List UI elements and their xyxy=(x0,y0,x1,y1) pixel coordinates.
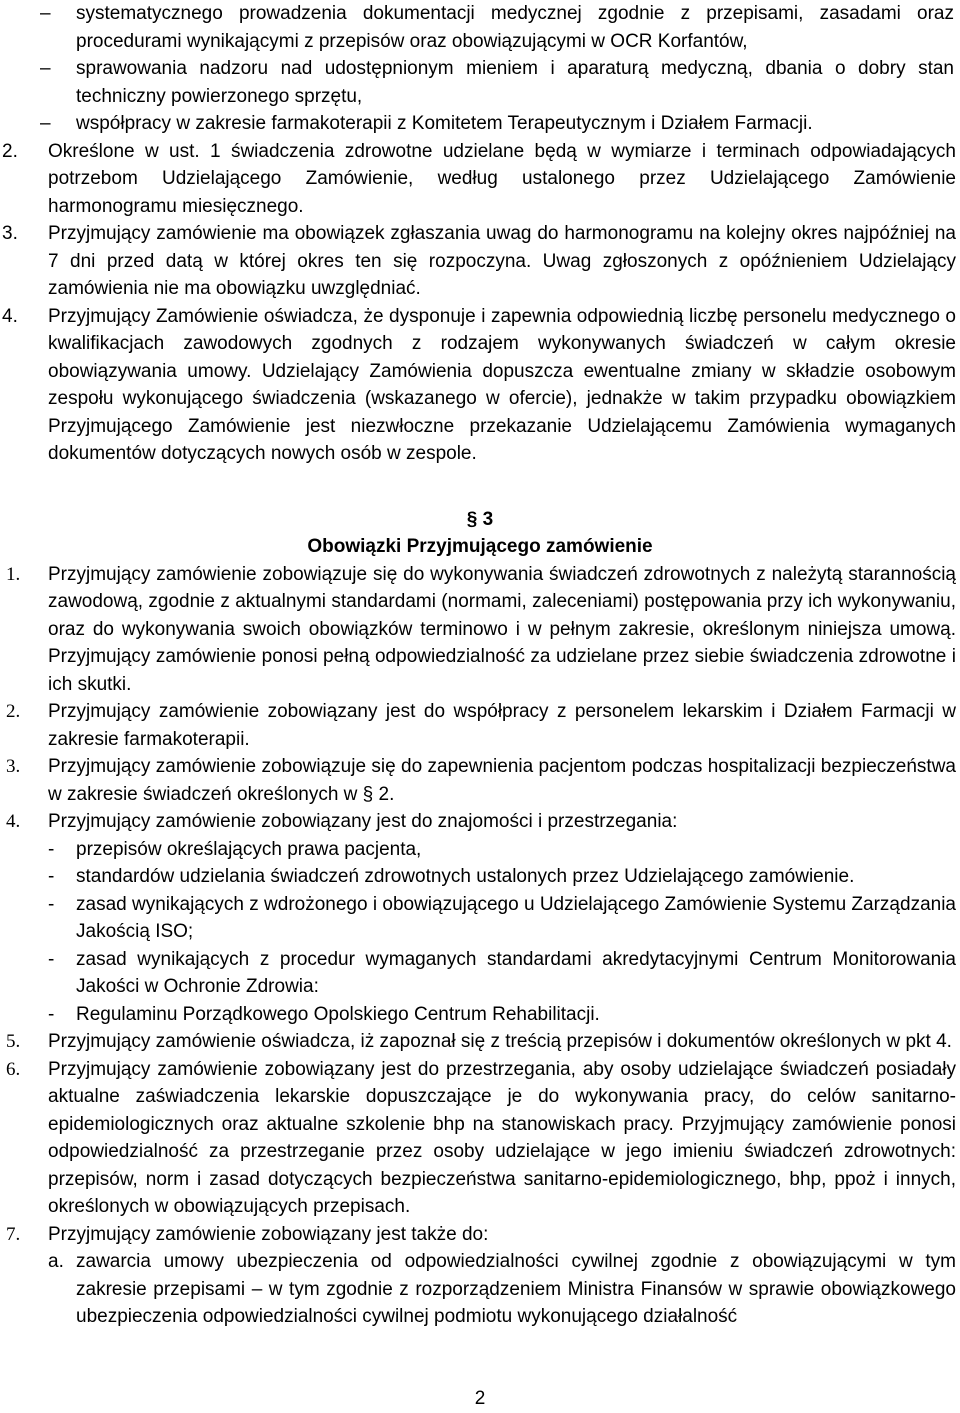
paragraph-number: 7. xyxy=(6,1223,21,1245)
list-marker: – xyxy=(40,113,51,134)
paragraph-number: 5. xyxy=(6,1031,21,1052)
paragraph-number: 2. xyxy=(6,701,21,722)
sub-list-item xyxy=(0,946,960,1001)
list-item xyxy=(0,55,960,110)
page-number: 2 xyxy=(474,1388,486,1409)
numbered-paragraph xyxy=(0,561,960,699)
numbered-paragraph xyxy=(0,753,960,808)
paragraph-text: Przyjmujący Zamówienie oświadcza, że dysponuje i zapewnia odpowiednią liczbę personelu medycznego o kwalifikacjach zawodowych zgodnych z rodzajem wykonywanych świadczeń w całym okresie obowiązywania umowy. Udzielający Zamówienia dopuszcza ewentualne zmiany w składzie osobowym zespołu wykonującego świadczenia (wskazanego w ofercie), jednakże w takim przypadku obowiązkiem Przyjmującego Zamówienie jest niezwłoczne przekazanie Udzielającemu Zamówienia wymaganych dokumentów dotyczących nowych osób w zespole. xyxy=(48,305,956,464)
sub-list-text: standardów udzielania świadczeń zdrowotnych ustalonych przez Udzielającego zamówienie. xyxy=(76,866,855,887)
paragraph-text: Przyjmujący zamówienie zobowiązany jest do współpracy z personelem lekarskim i Działem Farmacji w zakresie farmakoterapii. xyxy=(48,701,956,750)
list-item-text: systematycznego prowadzenia dokumentacji medycznej zgodnie z przepisami, zasadami oraz procedurami wynikającymi z przepisów oraz obowiązującymi w OCR Korfantów, xyxy=(76,3,954,52)
sub-list-item xyxy=(0,1001,960,1029)
list-item xyxy=(0,110,960,138)
sub-list-item xyxy=(0,1248,960,1331)
paragraph-text: Przyjmujący zamówienie ma obowiązek zgłaszania uwag do harmonogramu na kolejny okres najpóźniej na 7 dni przed datą w której okres ten się rozpoczyna. Uwag zgłoszonych z opóźnieniem Udzielający zamówienia nie ma obowiązku uwzględniać. xyxy=(48,223,956,299)
sub-list-item xyxy=(0,836,960,864)
numbered-paragraph xyxy=(0,1056,960,1221)
paragraph-text: Przyjmujący zamówienie zobowiązuje się do zapewnienia pacjentom podczas hospitalizacji bezpieczeństwa w zakresie świadczeń określonych w § 2. xyxy=(48,756,956,805)
sub-list-text: zawarcia umowy ubezpieczenia od odpowiedzialności cywilnej zgodnie z obowiązującymi w tym zakresie przepisami – w tym zgodnie z rozporządzeniem Ministra Finansów w sprawie obowiązkowego ubezpieczenia odpowiedzialności cywilnej podmiotu wykonującego działalność xyxy=(76,1251,956,1327)
paragraph-text: Przyjmujący zamówienie zobowiązany jest do znajomości i przestrzegania: xyxy=(48,811,678,832)
sub-list-marker: - xyxy=(48,838,55,860)
sub-list-marker: - xyxy=(48,948,55,970)
numbered-paragraph xyxy=(0,1221,960,1249)
section-sign: § 3 xyxy=(466,508,494,530)
paragraph-number: 3. xyxy=(6,756,21,777)
paragraph-text: Przyjmujący zamówienie oświadcza, iż zapoznał się z treścią przepisów i dokumentów określonych w pkt 4. xyxy=(48,1031,952,1052)
sub-list-marker: - xyxy=(48,866,55,887)
sub-list-item xyxy=(0,863,960,891)
list-marker: – xyxy=(40,58,51,79)
list-marker: – xyxy=(40,3,51,24)
numbered-paragraph xyxy=(0,808,960,836)
paragraph-number: 6. xyxy=(6,1058,21,1080)
numbered-paragraph xyxy=(0,220,960,303)
paragraph-number: 3. xyxy=(2,223,18,244)
sub-list-marker: - xyxy=(48,1003,55,1025)
numbered-paragraph xyxy=(0,698,960,753)
paragraph-text: Przyjmujący zamówienie zobowiązany jest także do: xyxy=(48,1223,489,1245)
sub-list-item xyxy=(0,891,960,946)
paragraph-number: 1. xyxy=(6,563,21,585)
paragraph-number: 4. xyxy=(2,305,18,327)
paragraph-text: Przyjmujący zamówienie zobowiązany jest do przestrzegania, aby osoby udzielające świadczeń posiadały aktualne zaświadczenia lekarskie dopuszczające je do wykonywania pracy, do celów sanitarno-epidemiologicznych oraz aktualne szkolenie bhp na stanowiskach pracy. Przyjmujący zamówienie ponosi odpowiedzialność za przestrzeganie przez osoby udzielające w jego imieniu świadczeń zdrowotnych: przepisów, norm i zasad dotyczących bezpieczeństwa sanitarno-epidemiologicznego, bhp, ppoż i innych, określonych w obowiązujących przepisach. xyxy=(48,1058,956,1217)
list-item-text: sprawowania nadzoru nad udostępnionym mieniem i aparaturą medyczną, dbania o dobry stan techniczny powierzonego sprzętu, xyxy=(76,58,954,107)
numbered-paragraph xyxy=(0,138,960,221)
paragraph-text: Przyjmujący zamówienie zobowiązuje się do wykonywania świadczeń zdrowotnych z należytą starannością zawodową, zgodnie z aktualnymi standardami (normami, zaleceniami) postępowania przy ich wykonywaniu, oraz do wykonywania swoich obowiązków terminowo i w pełnym zakresie, określonym niniejsza umową. Przyjmujący zamówienie ponosi pełną odpowiedzialność za udzielane przez siebie świadczenia zdrowotne i ich skutki. xyxy=(48,563,956,695)
sub-list-text: zasad wynikających z procedur wymaganych standardami akredytacyjnymi Centrum Monitorowania Jakości w Ochronie Zdrowia: xyxy=(76,948,956,997)
paragraph-number: 2. xyxy=(2,140,18,162)
paragraph-text: Określone w ust. 1 świadczenia zdrowotne udzielane będą w wymiarze i terminach odpowiadających potrzebom Udzielającego Zamówienie, według ustalonego przez Udzielającego Zamówienie harmonogramu miesięcznego. xyxy=(48,140,956,217)
numbered-paragraph xyxy=(0,1028,960,1056)
sub-list-text: przepisów określających prawa pacjenta, xyxy=(76,838,422,860)
sub-list-text: zasad wynikających z wdrożonego i obowiązującego u Udzielającego Zamówienie Systemu Zarządzania Jakością ISO; xyxy=(76,893,956,942)
numbered-paragraph xyxy=(0,303,960,468)
section-title: Obowiązki Przyjmującego zamówienie xyxy=(307,536,653,557)
list-item xyxy=(0,0,960,55)
sub-list-marker: - xyxy=(48,893,55,915)
paragraph-number: 4. xyxy=(6,811,21,832)
list-item-text: współpracy w zakresie farmakoterapii z Komitetem Terapeutycznym i Działem Farmacji. xyxy=(76,113,813,134)
sub-list-marker: a. xyxy=(48,1251,64,1272)
sub-list-text: Regulaminu Porządkowego Opolskiego Centrum Rehabilitacji. xyxy=(76,1003,600,1025)
